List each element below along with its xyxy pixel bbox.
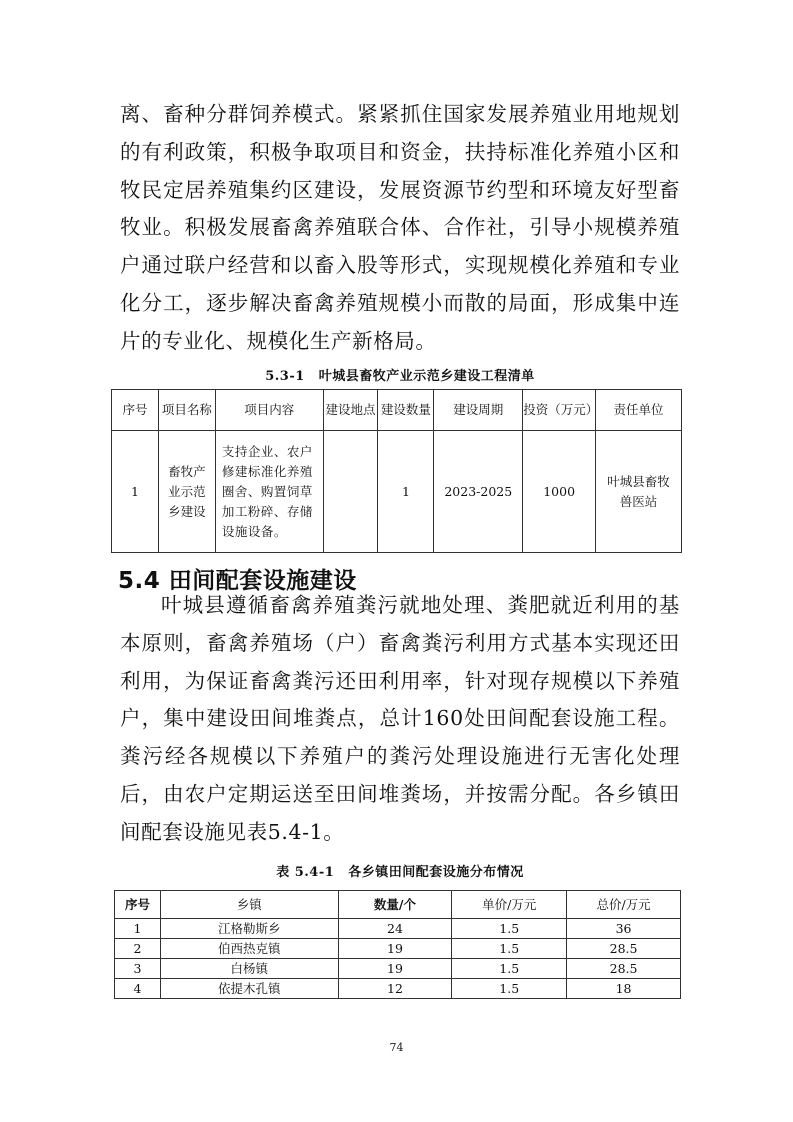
- table-cell: 36: [567, 919, 681, 939]
- header-cell: 建设周期: [434, 390, 523, 431]
- table-row: [115, 959, 681, 979]
- table-cell: 1.5: [452, 979, 567, 999]
- header-cell: 建设数量: [378, 390, 434, 431]
- table-cell: 3: [115, 959, 161, 979]
- header-cell: 总价/万元: [567, 891, 681, 919]
- facility-distribution-table: [114, 890, 681, 999]
- table-cell: 2023-2025: [434, 431, 523, 553]
- table-cell: 19: [338, 959, 452, 979]
- header-cell: 乡镇: [160, 891, 338, 919]
- section-heading: 5.4 田间配套设施建设: [118, 568, 357, 594]
- table-cell: 伯西热克镇: [160, 939, 338, 959]
- table-cell: 28.5: [567, 959, 681, 979]
- header-cell: 建设地点: [323, 390, 378, 431]
- table-cell: 1000: [523, 431, 596, 553]
- table-row: [115, 979, 681, 999]
- header-cell: 数量/个: [338, 891, 452, 919]
- table-cell: 1.5: [452, 939, 567, 959]
- table-cell: 18: [567, 979, 681, 999]
- header-cell: 责任单位: [596, 390, 682, 431]
- table-cell: 白杨镇: [160, 959, 338, 979]
- header-cell: 序号: [115, 891, 161, 919]
- header-cell: 序号: [112, 390, 159, 431]
- table-cell: 28.5: [567, 939, 681, 959]
- caption-title: 叶城县畜牧产业示范乡建设工程清单: [318, 369, 535, 384]
- table-cell: 1.5: [452, 919, 567, 939]
- caption-number: 5.3-1: [265, 369, 305, 384]
- table-cell: 2: [115, 939, 161, 959]
- header-cell: 单价/万元: [452, 891, 567, 919]
- table-cell: 1.5: [452, 959, 567, 979]
- table-cell: 1: [378, 431, 434, 553]
- table-caption-5-4-1: [120, 861, 680, 880]
- page-number: 74: [389, 1041, 404, 1054]
- caption-title: 各乡镇田间配套设施分布情况: [348, 865, 524, 880]
- table-cell: 12: [338, 979, 452, 999]
- table-cell: [323, 431, 378, 553]
- table-cell: 24: [338, 919, 452, 939]
- table-cell: 1: [115, 919, 161, 939]
- table-row: [115, 939, 681, 959]
- table-cell: 支持企业、农户修建标准化养殖圈舍、购置饲草加工粉碎、存储设施设备。: [215, 431, 323, 553]
- table-header-row: [112, 390, 682, 431]
- table-cell: 依提木孔镇: [160, 979, 338, 999]
- header-cell: 项目内容: [215, 390, 323, 431]
- table-row: [115, 919, 681, 939]
- table-row: [112, 431, 682, 553]
- table-cell: 江格勒斯乡: [160, 919, 338, 939]
- table-cell: 畜牧产业示范乡建设: [158, 431, 215, 553]
- header-cell: 项目名称: [158, 390, 215, 431]
- caption-number: 表 5.4-1: [276, 865, 335, 880]
- table-cell: 4: [115, 979, 161, 999]
- table-caption-5-3-1: [120, 365, 680, 384]
- project-list-table: [111, 389, 682, 553]
- table-cell: 19: [338, 939, 452, 959]
- header-cell: 投资（万元）: [523, 390, 596, 431]
- table-cell: 1: [112, 431, 159, 553]
- table-cell: 叶城县畜牧兽医站: [596, 431, 682, 553]
- body-paragraph-1: 离、畜种分群饲养模式。紧紧抓住国家发展养殖业用地规划的有利政策，积极争取项目和资金，扶持标准化养殖小区和牧民定居养殖集约区建设，发展资源节约型和环境友好型畜牧业。积极发展畜禽养殖联合体、合作社，引导小规模养殖户通过联户经营和以畜入股等形式，实现规模化养殖和专业化分工，逐步解决畜禽养殖规模小而散的局面，形成集中连片的专业化、规模化生产新格局。: [120, 102, 680, 353]
- table-header-row: [115, 891, 681, 919]
- body-paragraph-2: 叶城县遵循畜禽养殖粪污就地处理、粪肥就近利用的基本原则，畜禽养殖场（户）畜禽粪污利用方式基本实现还田利用，为保证畜禽粪污还田利用率，针对现存规模以下养殖户，集中建设田间堆粪点，总计160处田间配套设施工程。粪污经各规模以下养殖户的粪污处理设施进行无害化处理后，由农户定期运送至田间堆粪场，并按需分配。各乡镇田间配套设施见表5.4-1。: [120, 593, 680, 844]
